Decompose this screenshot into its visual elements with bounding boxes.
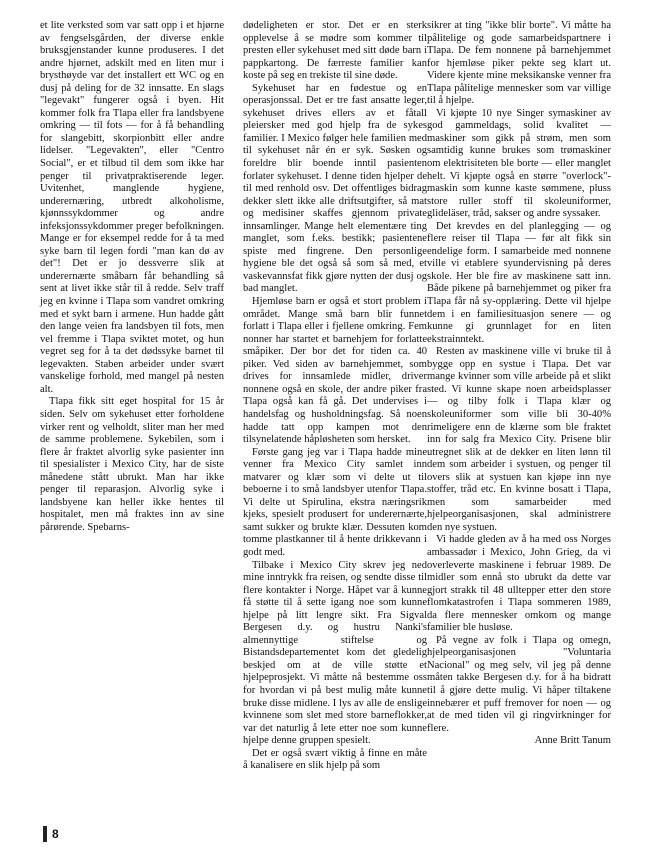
paragraph: Tlapa fikk sitt eget hospital for 15 år siden. Selv om sykehuset etter forholdene virker rent og velholdt, sliter man her med de samme problemene. Sykebilen, som i flere år fraktet alvorlig syke pasienter inn til spesialister i Mexico City, har de siste månedene stått ubrukt. Man har ikke penger til reparasjon. Alvorlig syke i landsbyene kan heller ikke hentes til hospitalet, men må fraktes inn av sine pårørende. Spebarns- bbox=[40, 396, 224, 533]
paragraph: På vegne av folk i Tlapa og omegn, hjelpeorganisasjonen "Voluntaria Nacional" og meg selv, vil jeg på denne måten takke Bergesen d.y. for å ha bidratt til å gjøre dette mulig. Vi håper tiltakene innebærer et puff fremover for noen — og at de med tiden vil gi ringvirkninger for flere. bbox=[427, 634, 611, 734]
paragraph: Tilbake i Mexico City skrev jeg ned mine inntrykk fra reisen, og sendte disse til flere kontakter i Norge. Håpet var å kunne få støtte til å sette igang noe som kunne hjelpe på litt lengre sikt. Fra Sigval Bergesen d.y. og hustru Nanki's almennyttige stiftelse og Bistandsdepartementet kom det gledelig beskjed om at de ville støtte et hjelpeprosjekt. Vi måtte nå bestemme oss for hvordan vi på best mulig måte kunne bruke disse midlene. I lys av alle de enslige kvinnene som slet med store barneflokker, var det naturlig å lete etter noe som kunne hjelpe denne gruppen spesielt. bbox=[243, 559, 427, 747]
paragraph: et lite verksted som var satt opp i et hjørne av fengselsgården, der diverse enkle bruksgjenstander kunne produseres. I det andre hjørnet, adskilt med en liten mur i brysthøyde var det installert ett WC og en dusj på deling for de 32 innsatte. En slags "legevakt" fungerer også i byen. Hit kommer folk fra Tlapa eller fra landsbyene omkring — til fots — for å få behandling for slangebitt, skorpionbitt eller andre lidelser. "Legevakten", eller "Centro Social", er et tilbud til dem som ikke har penger til privatpraktiserende leger. Uvitenhet, manglende hygiene, underernæring, utbredt alkoholisme, kjønnssykdommer og andre infeksjonssykdommer preger befolkningen. Mange er for eksempel redde for å ta med syke barn til legen fordi "man kan dø av det"! Det er jo dessverre slik at underernærte småbarn får behandling så sent at livet ikke står til å redde. Selv traff jeg en kvinne i Tlapa som vandret omkring med et sykt barn i armene. Hun hadde gått den lange veien fra landsbyen til fots, men vel fremme i Tlapa sviktet motet, og hun vegret seg for å ta det dødssyke barnet til legevakten. Staben arbeider under svært vanskelige forhold, med mangel på nesten alt. bbox=[40, 20, 224, 395]
paragraph: Hjemløse barn er også et stort problem i området. Mange små barn blir funnet forlatt i Tlapa eller i fjellene omkring. Fem nonner har startet et barnehjem for forlatte småpiker. Der bor det for tiden ca. 40 piker. Ved siden av barnehjemmet, som drives for innsamlede midler, driver nonnene også en skole, der andre piker fra Tlapa også kan få gå. Det undervises i handelsfag og husholdningsfag. Så noen hadde tatt opp kampen mot den tilsynelatende håpløsheten som hersket. bbox=[243, 296, 427, 446]
paragraph: Resten av maskinene ville vi bruke til å bygge opp en systue i Tlapa. Det var mange kvinner som ville arbeide på et slikt sted. Vi kunne skape noen arbeidsplasser — og tilby folk i Tlapa klær og skoleuniformer som ville bli 30-40% rimeligere enn de klærne som ble fraktet inn for salg fra Mexico City. Prisene blir utregnet slik at de dekker en liten lønn til dem som arbeider i systuen, og penger til overs slik at systuen kan kjøpe inn nye stoffer, tråd etc. En kvinne bosatt i Tlapa, men som samarbeider med hjelpeorganisasjonen, skal administrere den nye systuen. bbox=[427, 346, 611, 533]
paragraph: Vi hadde gleden av å ha med oss Norges ambassadør i Mexico, John Grieg, da vi overleverte maskinene i februar 1989. De midler som ennå sto ubrukt da dette var gjort strakk til 48 ulltepper etter den store flomkatastrofen i Tlapa sommeren 1989, da flere mennesker omkom og mange familier ble husløse. bbox=[427, 534, 611, 634]
paragraph: dødeligheten er stor. Det er en sterk opplevelse å se mødre som kommer til presten eller sykehuset med sitt døde barn i pappkartong. De færreste familier kan koste på seg en trekiste til sine døde. bbox=[243, 20, 427, 82]
text-column-2 bbox=[243, 20, 427, 773]
paragraph: Vi kjøpte 10 nye Singer symaskiner av god gammeldags, solid kvalitet — maskiner som gikk på strøm, men som samtidig kunne brukes som trømaskiner om elektrisiteten ble borte — eller manglet helt. Vi kjøpte også en større "overlock"-maskin som kunne kaste sømmene, pluss store ruller stoff til skoleuniformer, glideläser, tråd, sakser og andre syssaker. bbox=[427, 107, 611, 220]
paragraph: Det er også svært viktig å finne en måte å kanalisere en slik hjelp på som bbox=[243, 747, 427, 772]
text-column-3 bbox=[427, 20, 611, 748]
author-signature: Anne Britt Tanum bbox=[534, 735, 611, 747]
paragraph: sikrer at ting "ikke blir borte". Vi måtte ha pålitelige og gode samarbeidspartnere i Tlapa. De fem nonnene på barnehjemmet for hjemløse piker pekte seg klart ut. Videre kjente mine meksikanske venner fra Tlapa pålitelige mennesker som var villige til å hjelpe. bbox=[427, 20, 611, 107]
paragraph: Det krevdes en del planlegging — og flere reiser til Tlapa — før alt fikk sin endelige form. I samarbeide med nonnene ville vi etablere syundervisning på deres skole. Her ble fire av maskinene satt inn. Både pikene på barnehjemmet og piker fra Tlapa får nå sy-opplæring. Dette vil hjelpe dem i en familiesituasjon senere — og kunne gi grunnlaget for en liten ekstrainntekt. bbox=[427, 220, 611, 345]
page-number-bar bbox=[43, 826, 47, 842]
text-column-1 bbox=[40, 20, 224, 534]
paragraph: Sykehuset har en fødestue og en operasjonssal. Det er tre fast ansatte leger, sykehuset drives ellers av et fåtall pleiersker med god hjelp fra de sykes familier. I Mexico følger hele familien med til sykehuset når én er syk. Søsken og foreldre blir boende inntil pasienten forlater sykehuset. I denne tiden hjelper de til med renhold osv. Det offentliges bidrag dekker slett ikke alle driftsutgifter, så mat og medisiner skaffes gjennom private innsamlinger. Mange helt elementære ting manglet, som f.eks. bestikk; pasientene spiste med fingrene. Den personlige hygiene ble det også så som så med, et vaskevannsfat fikk gjøre nytten der dusj og bad manglet. bbox=[243, 82, 427, 295]
page-number: 8 bbox=[52, 827, 59, 841]
paragraph: Første gang jeg var i Tlapa hadde mine venner fra Mexico City samlet inn matvarer og klær som vi delte ut til beboerne i to små landsbyer utenfor Tlapa. Vi delte ut Spirulina, ekstra næringsrik kjeks, spesielt produsert for underernærte, samt sukker og brukte klær. Dessuten kom tomme plastkanner til å hente drikkevann i godt med. bbox=[243, 446, 427, 558]
